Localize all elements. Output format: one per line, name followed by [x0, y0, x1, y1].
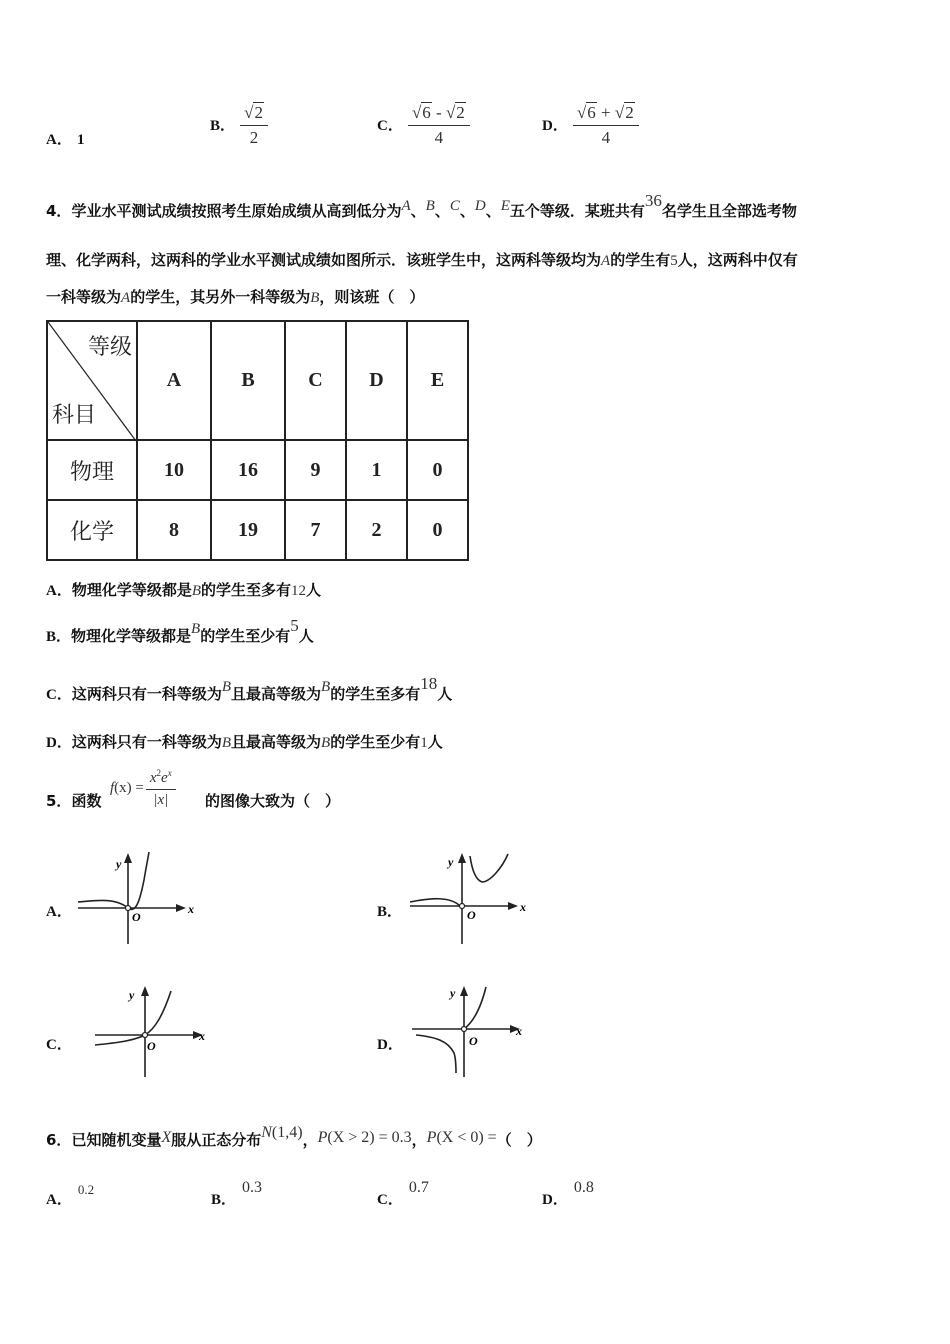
func-name: f [110, 780, 115, 796]
option-letter: C． [46, 687, 72, 703]
grade-var: B [310, 290, 320, 306]
radicand-a: 6 [587, 103, 596, 122]
q6-option-a [46, 1178, 95, 1208]
q3-option-c [377, 103, 470, 148]
origin-label: O [147, 1039, 156, 1053]
q5-stem-end [205, 790, 340, 811]
comma: ， [411, 1131, 427, 1149]
option-text: 这两科只有一科等级为 [71, 733, 222, 751]
operator: + [596, 103, 615, 122]
prob-condition-1: (X > 2) = 0.3 [327, 1129, 412, 1146]
question-number: 5． [46, 792, 72, 810]
grade-var: B [191, 583, 202, 599]
question-number: 4． [46, 202, 72, 220]
option-letter: C． [46, 1037, 72, 1053]
grade-var: B [221, 735, 232, 751]
grade-table [46, 320, 469, 561]
header-cell: C [285, 321, 346, 440]
axis-x-label: x [516, 1024, 522, 1038]
option-letter: D． [542, 1192, 568, 1208]
axis-y-label: y [450, 986, 456, 1000]
q4-text: ，则该班（ ） [319, 288, 425, 306]
option-number: 18 [420, 674, 438, 693]
q4-text: 的学生有 [610, 251, 671, 269]
option-text: 人 [437, 685, 453, 703]
header-cell: D [346, 321, 407, 440]
grade-var: D [474, 198, 486, 214]
q4-text: 一科等级为 [46, 288, 122, 306]
option-letter: A． [46, 583, 72, 599]
q4-text: 五个等级．某班共有 [509, 202, 645, 220]
count: 5 [670, 253, 678, 269]
grade-var: C [449, 198, 460, 214]
q6-text: （ ） [496, 1131, 542, 1149]
graph-d-icon [412, 983, 527, 1082]
grade-var: B [191, 621, 201, 637]
q4-line-2 [46, 249, 798, 270]
option-text: 物理化学等级都是 [71, 581, 192, 599]
option-letter: A． [46, 132, 72, 148]
radicand-b: 2 [456, 103, 465, 122]
corner-top-label: 等级 [87, 335, 132, 360]
fraction: $\frac{x^2e^x}{|x|}$ [146, 768, 176, 809]
q3-option-d [542, 103, 639, 148]
header-cell: A [137, 321, 211, 440]
sep: 、 [459, 202, 475, 220]
axis-x-label: x [199, 1029, 205, 1043]
student-count: 36 [644, 191, 662, 210]
graph-a-icon [78, 850, 193, 949]
numerator-e: e [161, 770, 168, 786]
fraction: $\frac{√6 - √2}{4}$ [408, 103, 470, 148]
q5-stem [46, 790, 101, 811]
option-value: 0.3 [242, 1179, 263, 1196]
option-text: 人 [306, 581, 322, 599]
origin-label: O [469, 1034, 478, 1048]
option-text: 的学生至多有 [330, 685, 421, 703]
q6-option-b [211, 1176, 263, 1208]
q6-stem [46, 1124, 542, 1150]
option-text: 且最高等级为 [231, 733, 322, 751]
func-arg: (x) = [114, 780, 144, 796]
option-number: 5 [290, 616, 299, 635]
grade-var: A [601, 253, 611, 269]
prob-p: P [317, 1129, 328, 1146]
option-letter: D． [46, 735, 72, 751]
denominator: 4 [434, 128, 444, 147]
option-letter: B． [46, 629, 72, 645]
denominator-x: x [157, 792, 165, 808]
sep: 、 [434, 202, 450, 220]
sep: 、 [410, 202, 426, 220]
value-cell: 2 [346, 500, 407, 560]
value-cell: 0 [407, 440, 468, 500]
option-letter: B． [377, 904, 403, 920]
fraction: $\frac{√6 + √2}{4}$ [573, 103, 639, 148]
axis-y-label: y [448, 855, 454, 869]
sep: 、 [485, 202, 501, 220]
grade-var: A [121, 290, 131, 306]
option-text: 这两科只有一科等级为 [71, 685, 222, 703]
q4-option-d [46, 731, 443, 752]
value-cell: 7 [285, 500, 346, 560]
axis-x-label: x [520, 900, 526, 914]
q5-text: 函数 [71, 792, 102, 810]
corner-bottom-label: 科目 [52, 403, 97, 428]
dist-params: (1,4) [271, 1124, 303, 1141]
option-number: 1 [420, 735, 428, 751]
q4-line-3 [46, 286, 424, 307]
option-letter: C． [377, 1192, 403, 1208]
option-letter: A． [46, 1192, 72, 1208]
option-value: 0.7 [408, 1179, 429, 1196]
q3-option-a [46, 128, 84, 149]
q4-text: 理、化学两科，这两科的学业水平测试成绩如图所示．该班学生中，这两科等级均为 [46, 251, 602, 269]
grade-var: A [401, 198, 411, 214]
option-text: 的学生至多有 [201, 581, 292, 599]
random-var: X [161, 1129, 172, 1146]
axis-y-label: y [129, 988, 135, 1002]
value-cell: 9 [285, 440, 346, 500]
option-letter: A． [46, 904, 72, 920]
header-cell: E [407, 321, 468, 440]
table-row [47, 500, 468, 560]
option-value: 1 [76, 132, 85, 148]
prob-condition-2: (X < 0) = [436, 1129, 497, 1146]
grade-var: B [221, 679, 232, 695]
option-text: 且最高等级为 [231, 685, 322, 703]
numerator-x: x [149, 770, 157, 786]
option-text: 物理化学等级都是 [71, 627, 192, 645]
option-letter: B． [210, 118, 236, 134]
subject-cell: 化学 [47, 500, 137, 560]
q4-option-b [46, 616, 314, 646]
q4-option-c [46, 674, 453, 704]
q4-option-a [46, 579, 321, 600]
grade-var: B [321, 679, 331, 695]
option-number: 12 [291, 583, 307, 599]
header-cell: B [211, 321, 285, 440]
origin-label: O [132, 910, 141, 924]
comma: ， [302, 1131, 318, 1149]
prob-p: P [426, 1129, 437, 1146]
option-letter: D． [542, 118, 568, 134]
value-cell: 16 [211, 440, 285, 500]
axis-x-label: x [188, 902, 194, 916]
q6-text: 服从正态分布 [171, 1131, 262, 1149]
value-cell: 1 [346, 440, 407, 500]
option-value: 0.8 [573, 1179, 594, 1196]
value-cell: 19 [211, 500, 285, 560]
fraction: $\frac{√2}{2}$ [240, 103, 268, 148]
denominator: 2 [249, 128, 259, 147]
graph-c-icon [95, 983, 210, 1082]
q3-option-b [210, 103, 268, 148]
option-value: 0.2 [77, 1182, 95, 1197]
table-corner [47, 321, 137, 440]
q5-text: 的图像大致为（ ） [205, 792, 341, 810]
origin-label: O [467, 908, 476, 922]
radicand-a: 6 [422, 103, 431, 122]
axis-y-label: y [116, 857, 122, 871]
q6-option-c [377, 1176, 429, 1208]
graph-b-icon [410, 850, 525, 949]
q4-line-1 [46, 191, 916, 221]
dist-name: N [261, 1124, 272, 1141]
option-text: 人 [427, 733, 443, 751]
question-number: 6． [46, 1131, 72, 1149]
option-text: 人 [298, 627, 314, 645]
q6-text: 已知随机变量 [71, 1131, 162, 1149]
table-row [47, 440, 468, 500]
option-text: 的学生至少有 [200, 627, 291, 645]
q5-formula [110, 768, 176, 809]
q4-text: 学业水平测试成绩按照考生原始成绩从高到低分为 [71, 202, 402, 220]
option-letter: B． [211, 1192, 237, 1208]
option-letter: D． [377, 1037, 403, 1053]
option-text: 的学生至少有 [330, 733, 421, 751]
q4-text: 名学生且全部选考物 [661, 202, 797, 220]
q4-text: 人，这两科中仅有 [677, 251, 798, 269]
grade-var: E [500, 198, 510, 214]
radicand-b: 2 [625, 103, 634, 122]
operator: - [431, 103, 446, 122]
value-cell: 0 [407, 500, 468, 560]
grade-var: B [321, 735, 331, 751]
subject-cell: 物理 [47, 440, 137, 500]
q4-text: 的学生，其另外一科等级为 [130, 288, 311, 306]
radicand: 2 [254, 103, 263, 122]
value-cell: 8 [137, 500, 211, 560]
denominator: 4 [601, 128, 611, 147]
option-letter: C． [377, 118, 403, 134]
q6-option-d [542, 1176, 594, 1208]
value-cell: 10 [137, 440, 211, 500]
grade-var: B [425, 198, 435, 214]
